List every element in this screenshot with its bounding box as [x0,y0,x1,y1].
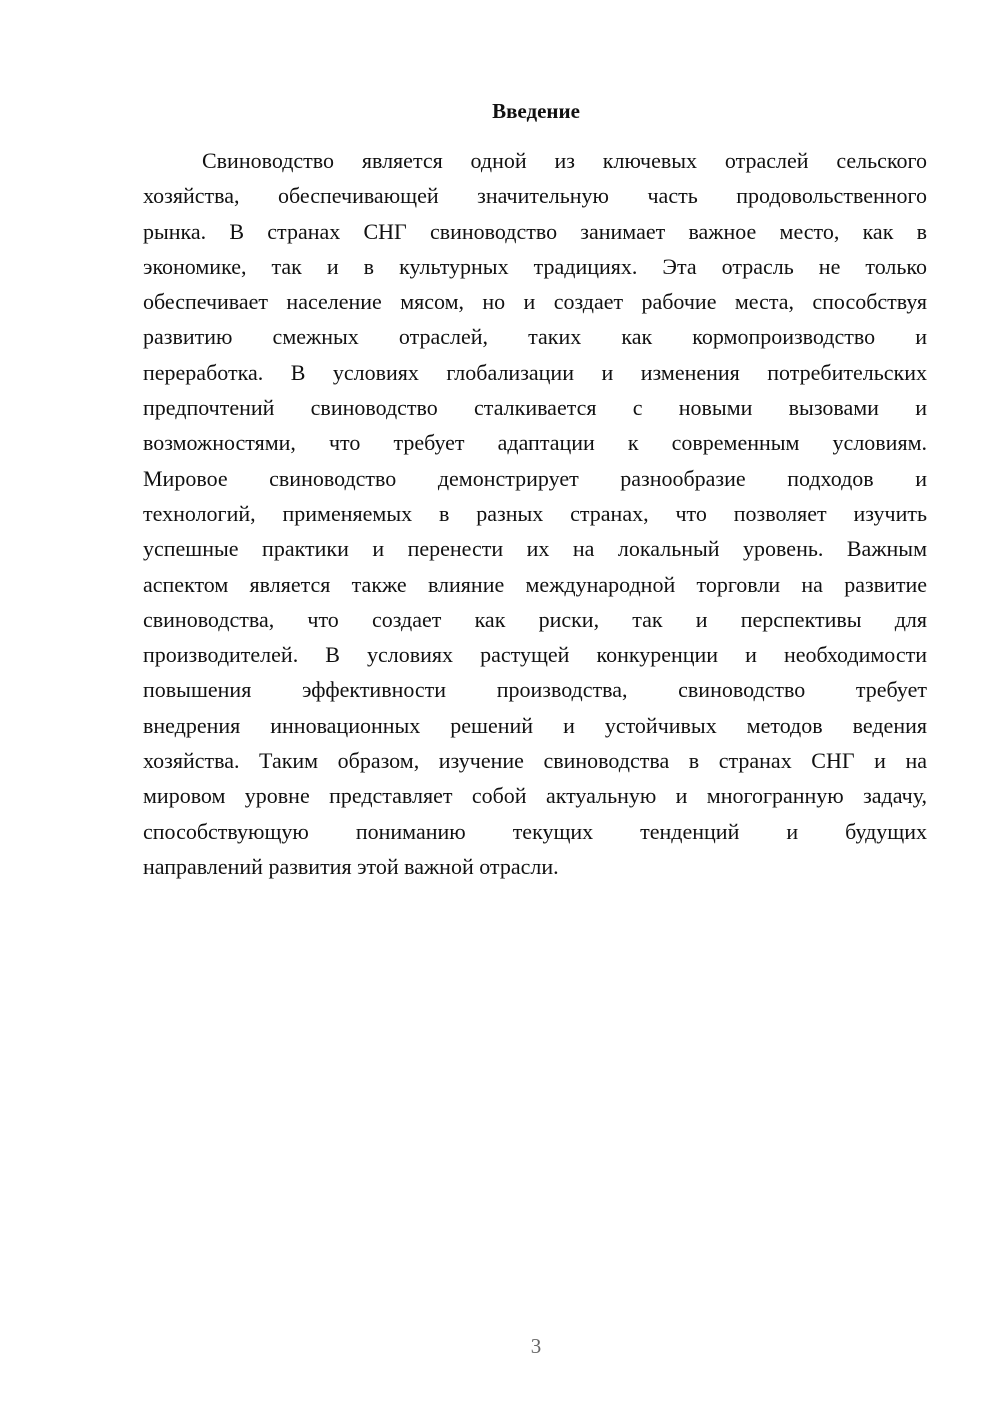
paragraph-line: экономике, так и в культурных традициях. Эта отрасль не только [143,253,927,279]
paragraph-line: производителей. В условиях растущей конкуренции и необходимости [143,642,927,668]
paragraph-line: технологий, применяемых в разных странах, что позволяет изучить [143,500,927,526]
paragraph-line: хозяйства, обеспечивающей значительную часть продовольственного [143,183,927,209]
paragraph-line: повышения эффективности производства, свиноводство требует [143,677,927,703]
page-number: 3 [530,1334,542,1358]
paragraph-line: аспектом является также влияние международной торговли на развитие [143,571,927,597]
paragraph-line: направлений развития этой важной отрасли. [143,853,559,879]
introduction-paragraph [143,143,927,884]
paragraph-line: мировом уровне представляет собой актуальную и многогранную задачу, [143,783,927,809]
paragraph-line: Мировое свиноводство демонстрирует разнообразие подходов и [143,465,927,491]
paragraph-line: свиноводства, что создает как риски, так и перспективы для [143,606,927,632]
paragraph-line: рынка. В странах СНГ свиноводство занимает важное место, как в [143,218,927,244]
paragraph-line: хозяйства. Таким образом, изучение свиноводства в странах СНГ и на [143,748,927,774]
paragraph-line: обеспечивает население мясом, но и создает рабочие места, способствуя [143,289,927,315]
paragraph-line: развитию смежных отраслей, таких как кормопроизводство и [143,324,927,350]
paragraph-line: Свиноводство является одной из ключевых отраслей сельского [202,148,927,173]
paragraph-line: переработка. В условиях глобализации и изменения потребительских [143,359,927,385]
paragraph-line: успешные практики и перенести их на локальный уровень. Важным [143,536,927,562]
paragraph-line: внедрения инновационных решений и устойчивых методов ведения [143,712,927,738]
paragraph-line: способствующую пониманию текущих тенденций и будущих [143,818,927,844]
paragraph-line: возможностями, что требует адаптации к современным условиям. [143,430,927,456]
paragraph-line: предпочтений свиноводство сталкивается с новыми вызовами и [143,395,927,421]
section-heading: Введение [492,99,580,123]
